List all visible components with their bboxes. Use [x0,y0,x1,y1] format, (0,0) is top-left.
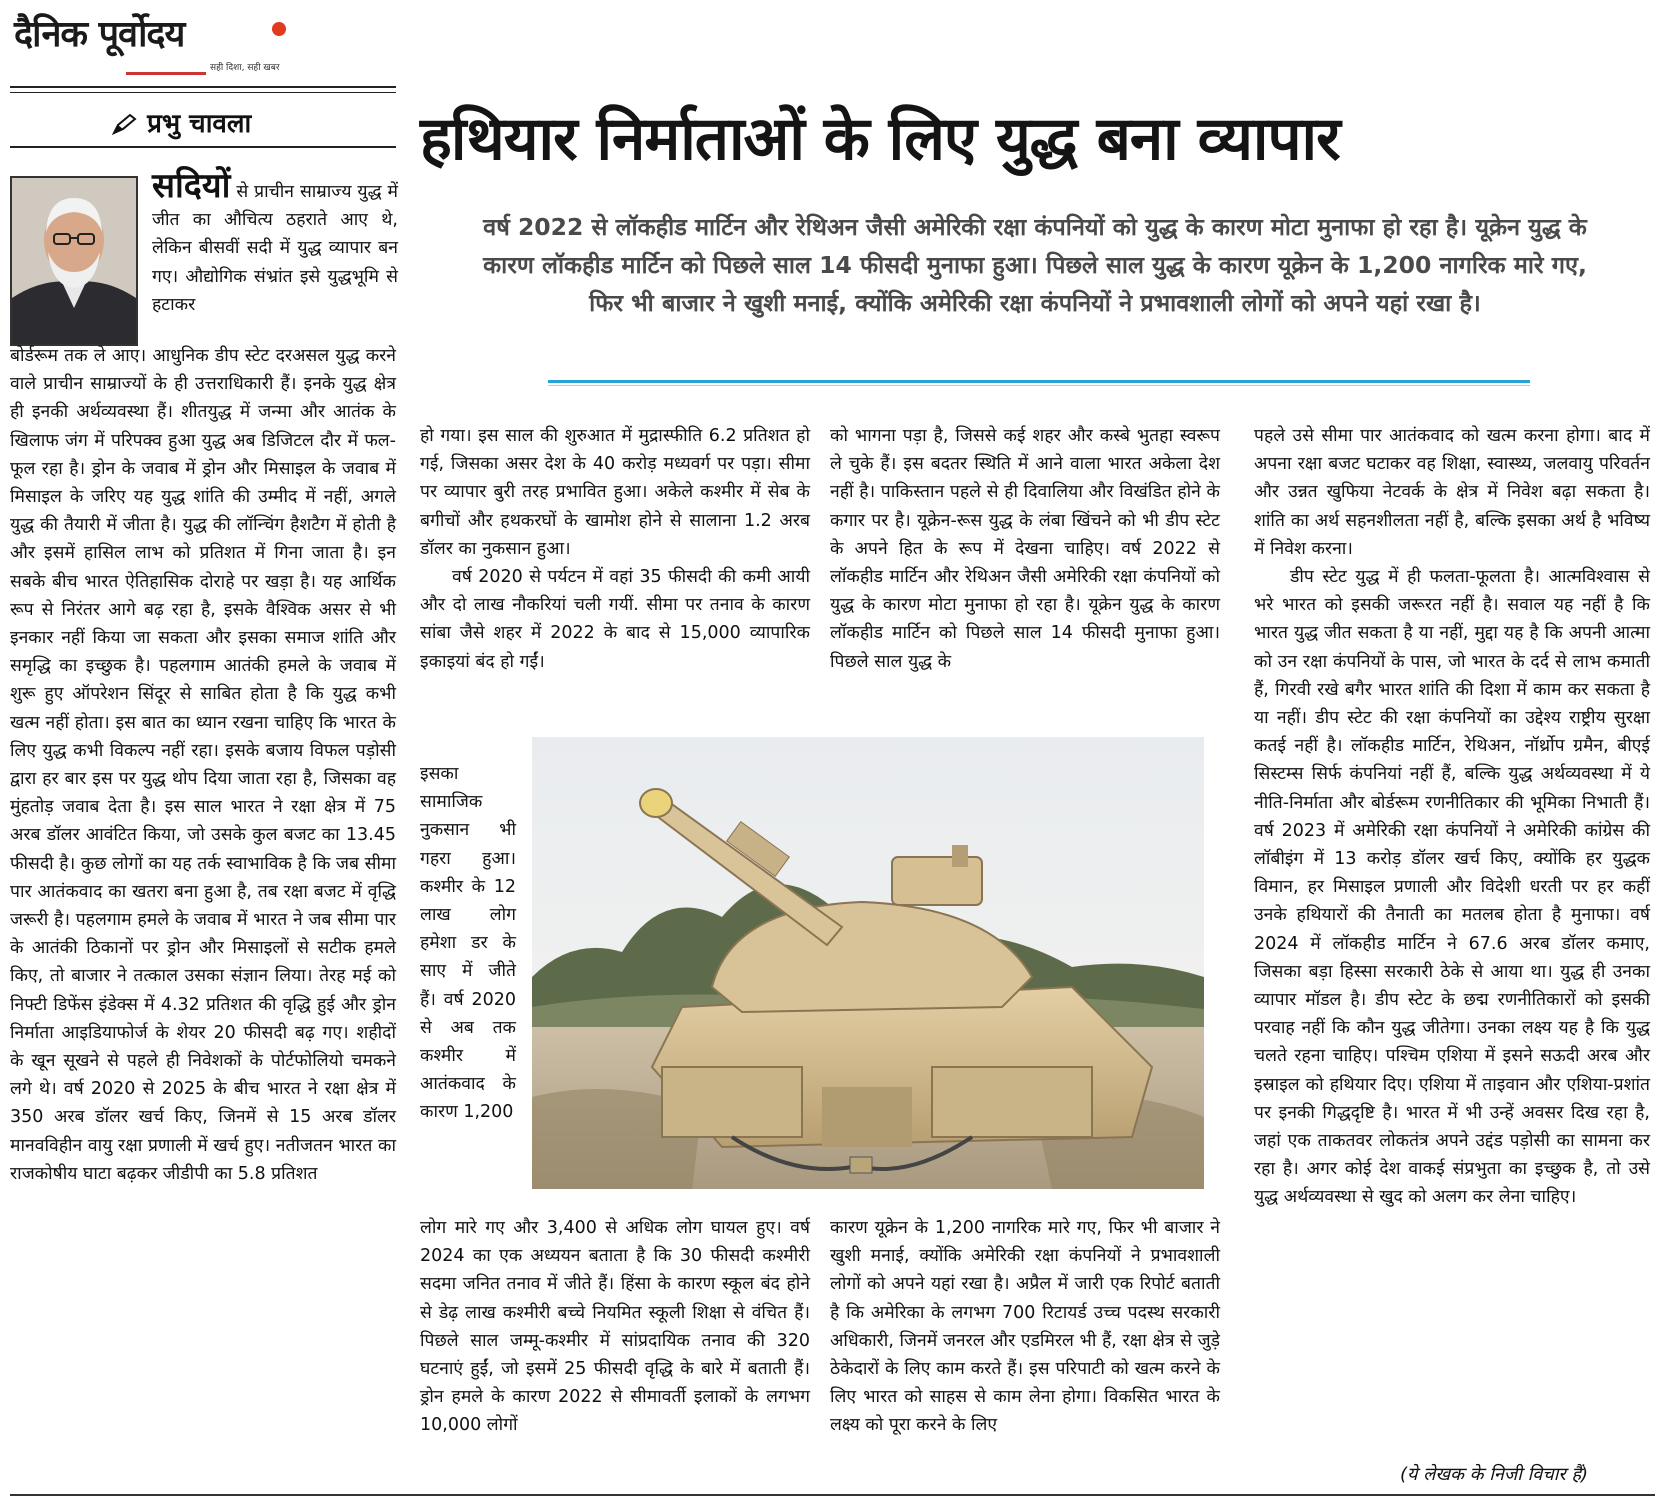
column-2-bottom-text: लोग मारे गए और 3,400 से अधिक लोग घायल हुए। वर्ष 2024 का एक अध्ययन बताता है कि 30 फीसदी कश्मीरी सदमा जनित तनाव में जीते हैं। हिंसा के कारण स्कूल बंद होने से डेढ़ लाख कश्मीरी बच्चे नियमित स्कूली शिक्षा से वंचित हैं। पिछले साल जम्मू-कश्मीर में सांप्रदायिक तनाव की 320 घटनाएं हुईं, जो इसमें 25 फीसदी वृद्धि के बारे में बताती हैं। ड्रोन हमले के कारण 2022 से सीमावर्ती इलाकों के लगभग 10,000 लोगों [420,1218,810,1436]
column-2-narrow-text: इसका सामाजिक नुकसान भी गहरा हुआ। कश्मीर के 12 लाख लोग हमेशा डर के साए में जीते हैं। वर्ष 2020 से अब तक कश्मीर में आतंकवाद के कारण 1,200 [420,764,516,1123]
column-4-paragraph-1: पहले उसे सीमा पार आतंकवाद को खत्म करना होगा। बाद में अपना रक्षा बजट घटाकर वह शिक्षा, स्वास्थ्य, जलवायु परिवर्तन और उन्नत खुफिया नेटवर्क के क्षेत्र में निवेश बढ़ा सकता है। शांति का अर्थ सहनशीलता नहीं है, बल्कि इसका अर्थ है भविष्य में निवेश करना। [1254,426,1650,559]
deck-rule-light [548,385,1530,386]
logo-bar [126,72,206,75]
author-name: प्रभु चावला [147,109,252,139]
standfirst: वर्ष 2022 से लॉकहीड मार्टिन और रेथिअन जैसी अमेरिकी रक्षा कंपनियों को युद्ध के कारण मोटा मुनाफा हो रहा है। यूक्रेन युद्ध के कारण लॉकहीड मार्टिन को पिछले साल 14 फीसदी मुनाफा हुआ। पिछले साल युद्ध के कारण यूक्रेन के 1,200 नागरिक मारे गए, फिर भी बाजार ने खुशी मनाई, क्योंकि अमेरिकी रक्षा कंपनियों ने प्रभावशाली लोगों को अपने यहां रखा है। [483,213,1587,317]
logo-dot [272,22,286,36]
column-2-paragraph-2: वर्ष 2020 से पर्यटन में वहां 35 फीसदी की कमी आयी और दो लाख नौकरियां चली गयीं. सीमा पर तनाव के कारण सांबा जैसे शहर में 2022 के बाद से 15,000 व्यापारिक इकाइयां बंद हो गईं। [420,567,810,672]
dropcap-word: सदियों [152,166,231,206]
masthead-rule [10,86,396,88]
column-3-top-text: को भागना पड़ा है, जिससे कई शहर और कस्बे भुतहा स्वरूप ले चुके हैं। इस बदतर स्थिति में आने वाला भारत अकेला देश नहीं है। पाकिस्तान पहले से ही दिवालिया और विखंडित होने के कगार पर है। यूक्रेन-रूस युद्ध के लंबा खिंचने को भी डीप स्टेट के अपने हित के रूप में देखना चाहिए। वर्ष 2022 से लॉकहीड मार्टिन और रेथिअन जैसी अमेरिकी रक्षा कंपनियों को युद्ध के कारण मोटा मुनाफा हो रहा है। यूक्रेन युद्ध के कारण लॉकहीड मार्टिन को पिछले साल 14 फीसदी मुनाफा हुआ। पिछले साल युद्ध के [830,426,1220,672]
masthead-logo [14,14,284,76]
article-column-1-intro [152,166,398,319]
column-4-paragraph-2: डीप स्टेट युद्ध में ही फलता-फूलता है। आत्मविश्वास से भरे भारत को इसकी जरूरत नहीं है। सवाल यह नहीं है कि भारत युद्ध जीत सकता है या नहीं, मुद्दा यह है कि अपनी आत्मा को उन रक्षा कंपनियों के पास, जो भारत के दर्द से लाभ कमाती हैं, गिरवी रखे बगैर भारत शांति की दिशा में काम कर सकता है या नहीं। डीप स्टेट की रक्षा कंपनियों का उद्देश्य राष्ट्रीय सुरक्षा कतई नहीं है। लॉकहीड मार्टिन, रेथिअन, नॉर्थ्रोप ग्रमैन, बीएई सिस्टम्स सिर्फ कंपनियां नहीं हैं, बल्कि युद्ध अर्थव्यवस्था में ये नीति-निर्माता और बोर्डरूम रणनीतिकार की भूमिका निभाती हैं। वर्ष 2023 में अमेरिकी रक्षा कंपनियों ने अमेरिकी कांग्रेस की लॉबीइंग में 13 करोड़ डॉलर खर्च किए, क्योंकि हर युद्धक विमान, हर मिसाइल प्रणाली और विदेशी धरती पर हर कहीं उनके हथियारों की तैनाती का मतलब होता है मुनाफा। वर्ष 2024 में लॉकहीड मार्टिन ने 67.6 अरब डॉलर कमाए, जिसका बड़ा हिस्सा सरकारी ठेके से आया था। युद्ध ही उनका व्यापार मॉडल है। डीप स्टेट के छद्म रणनीतिकारों को इसकी परवाह नहीं कि कौन युद्ध जीतेगा। उनका लक्ष्य यह है कि युद्ध चलते रहना चाहिए। पश्चिम एशिया में इसने सऊदी अरब और इस्राइल को हथियार दिए। एशिया में ताइवान और एशिया-प्रशांत पर इनकी गिद्धदृष्टि है। भारत में भी उन्हें अवसर दिख रहा है, जहां एक ताकतवर लोकतंत्र अपने उद्दंड पड़ोसी का सामना कर रहा है। अगर कोई देश वाकई संप्रभुता का इच्छुक है, तो उसे युद्ध अर्थव्यवस्था से खुद को अलग कर लेना चाहिए। [1254,567,1650,1208]
column-2-paragraph-1: हो गया। इस साल की शुरुआत में मुद्रास्फीति 6.2 प्रतिशत हो गई, जिसका असर देश के 40 करोड़ मध्यवर्ग पर पड़ा। सीमा पर व्यापार बुरी तरह प्रभावित हुआ। अकेले कश्मीर में सेब के बगीचों और हथकरघों के खामोश होने से सालाना 1.2 अरब डॉलर का नुकसान हुआ। [420,426,810,559]
bottom-rule [10,1494,1655,1496]
deck-rule [548,380,1530,383]
article-column-2-bottom [420,1214,810,1440]
masthead-tagline: सही दिशा, सही खबर [210,63,280,73]
byline-rule [10,146,396,148]
author-photo [10,176,138,346]
masthead-rule-2 [10,92,396,93]
byline [112,104,251,140]
article-column-3-top [830,422,1220,676]
column-3-bottom-text: कारण यूक्रेन के 1,200 नागरिक मारे गए, फिर भी बाजार ने खुशी मनाई, क्योंकि अमेरिकी रक्षा कंपनियों ने प्रभावशाली लोगों को अपने यहां रखा है। अप्रैल में जारी एक रिपोर्ट बताती है कि अमेरिका के लगभग 700 रिटायर्ड उच्च पदस्थ सरकारी अधिकारी, जिनमें जनरल और एडमिरल भी हैं, रक्षा क्षेत्र से जुड़े ठेकेदारों के लिए काम करते हैं। इस परिपाटी को खत्म करने के लिए भारत को साहस से काम लेना होगा। विकसित भारत के लक्ष्य को पूरा करने के लिए [830,1218,1220,1436]
tank-photo [532,737,1204,1189]
article-column-1 [10,342,396,1188]
pen-icon [112,113,138,135]
intro-text: से प्राचीन साम्राज्य युद्ध में जीत का औचित्य ठहराते आए थे, लेकिन बीसवीं सदी में युद्ध व्यापार बन गए। औद्योगिक संभ्रांत इसे युद्धभूमि से हटाकर [152,182,398,315]
masthead-name: दैनिक पूर्वोदय [14,13,185,55]
column-1-text: बोर्डरूम तक ले आए। आधुनिक डीप स्टेट दरअसल युद्ध करने वाले प्राचीन साम्राज्यों के ही उत्तराधिकारी हैं। इनके युद्ध क्षेत्र ही इनकी अर्थव्यवस्था हैं। शीतयुद्ध में जन्मा और आतंक के खिलाफ जंग में परिपक्व हुआ युद्ध अब डिजिटल दौर में फल-फूल रहा है। ड्रोन के जवाब में ड्रोन और मिसाइल के जवाब में मिसाइल के जरिए यह युद्ध शांति की उम्मीद में नहीं, अगले युद्ध की तैयारी में जीता है। युद्ध की लॉन्चिंग हैशटैग में होती है और इसमें हासिल लाभ को प्रतिशत में गिना जाता है। इन सबके बीच भारत ऐतिहासिक दोराहे पर खड़ा है। यह आर्थिक रूप से निरंतर आगे बढ़ रहा है, इसके वैश्विक असर से भी इनकार नहीं किया जा सकता और इसका समाज शांति और समृद्धि का इच्छुक है। पहलगाम आतंकी हमले के जवाब में शुरू हुए ऑपरेशन सिंदूर से साबित होता है कि युद्ध कभी खत्म नहीं होता। इस बात का ध्यान रखना चाहिए कि भारत के लिए युद्ध कभी विकल्प नहीं रहा। इसके बजाय विफल पड़ोसी द्वारा हर बार इस पर युद्ध थोप दिया जाता रहा है, जिसका वह मुंहतोड़ जवाब देता है। इस साल भारत ने रक्षा क्षेत्र में 75 अरब डॉलर आवंटित किया, जो उसके कुल बजट का 13.45 फीसदी है। कुछ लोगों का यह तर्क स्वाभाविक है कि जब सीमा पार आतंकवाद का खतरा बना हुआ है, तब रक्षा बजट में वृद्धि जरूरी है। पहलगाम हमले के जवाब में भारत ने जब सीमा पार के आतंकी ठिकानों पर ड्रोन और मिसाइलों से सटीक हमले किए, तो बाजार ने तत्काल उसका संज्ञान लिया। तेरह मई को निफ्टी डिफेंस इंडेक्स में 4.32 प्रतिशत की वृद्धि हुई और ड्रोन निर्माता आइडियाफोर्ज के शेयर 20 फीसदी बढ़ गए। शहीदों के खून सूखने से पहले ही निवेशकों के पोर्टफोलियो चमकने लगे थे। वर्ष 2020 से 2025 के बीच भारत ने रक्षा क्षेत्र में 350 अरब डॉलर खर्च किए, जिनमें से 15 अरब डॉलर मानवविहीन वायु रक्षा प्रणाली में खर्च हुए। नतीजतन भारत का राजकोषीय घाटा बढ़कर जीडीपी का 5.8 प्रतिशत [10,346,396,1184]
headline: हथियार निर्माताओं के लिए युद्ध बना व्यापार [420,104,1340,174]
article-column-2-top [420,422,810,676]
author-disclaimer: (ये लेखक के निजी विचार हैं) [1400,1464,1589,1485]
article-column-4 [1254,422,1650,1212]
article-column-3-bottom [830,1214,1220,1440]
article-column-2-narrow [420,760,516,1127]
